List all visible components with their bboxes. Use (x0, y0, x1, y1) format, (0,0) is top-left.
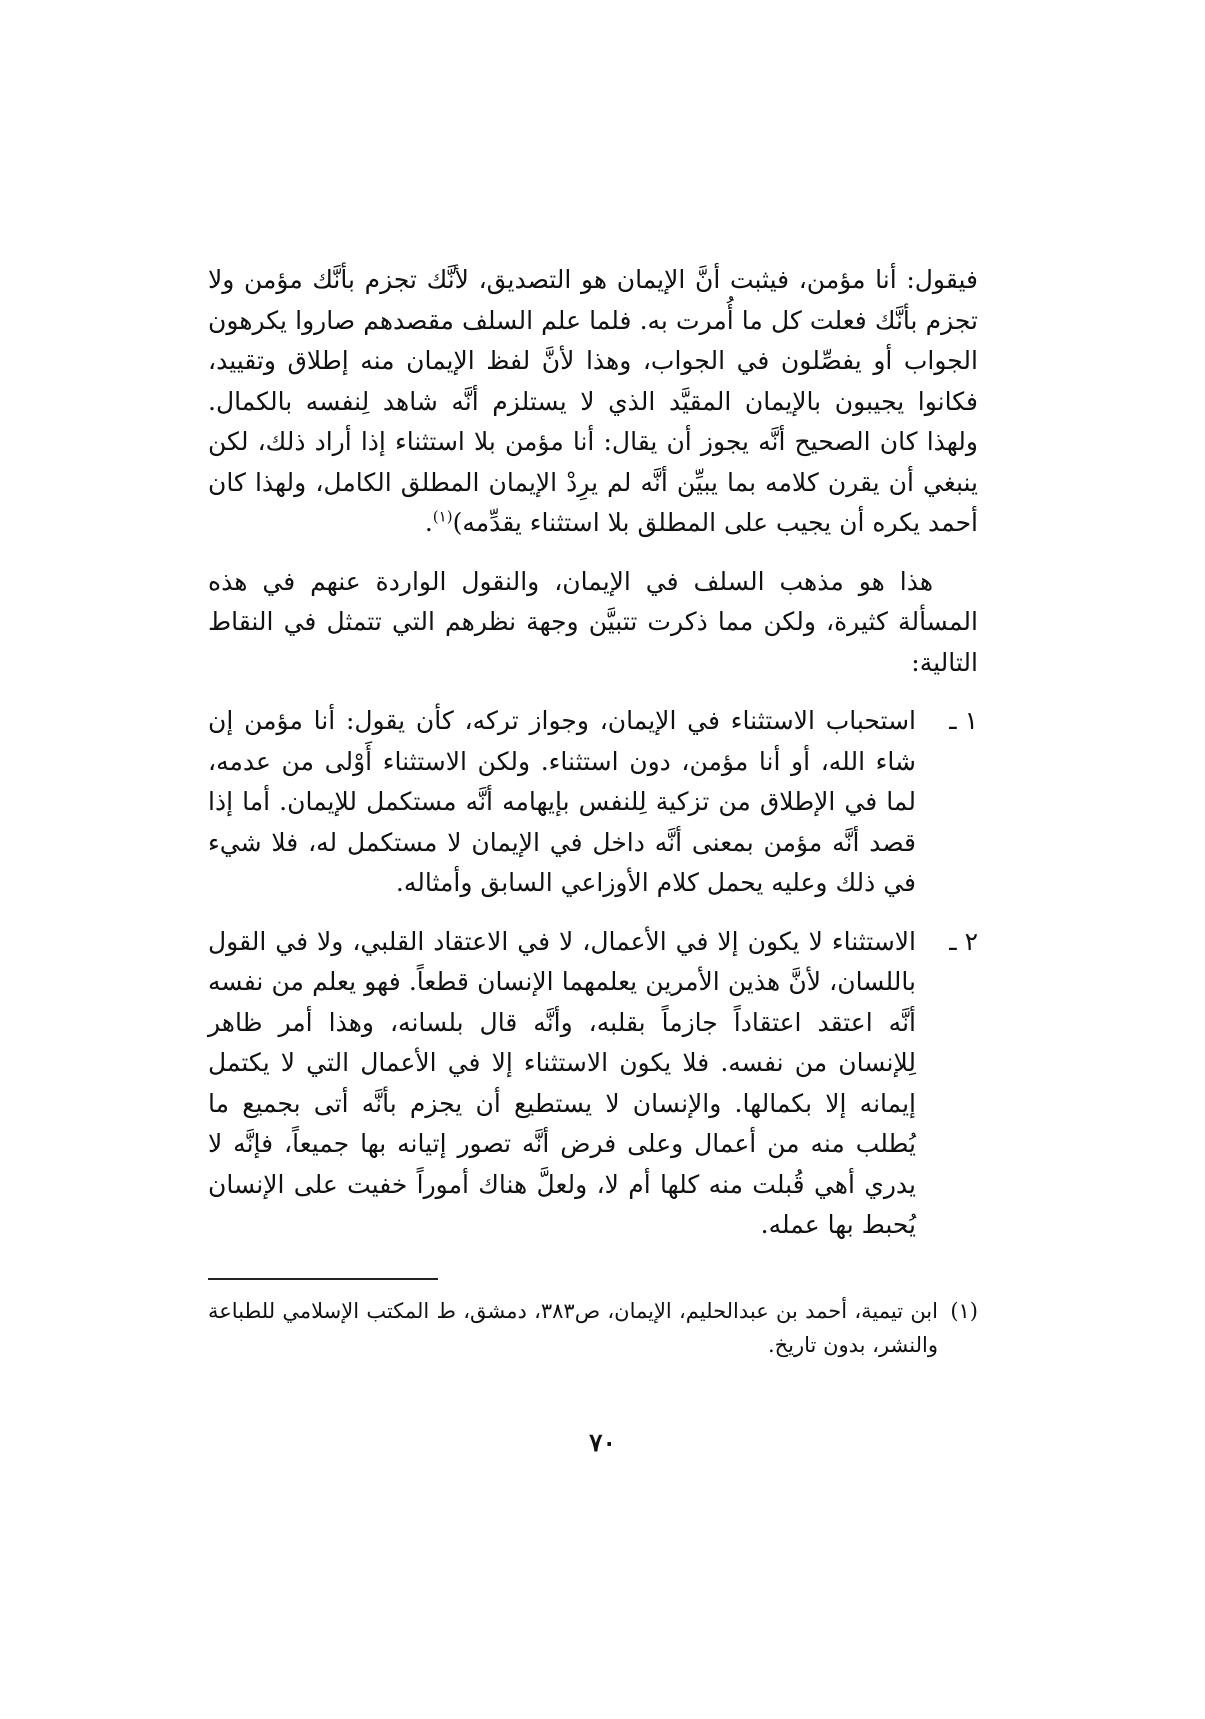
page-number: ٧٠ (589, 1428, 616, 1457)
list-item-text: استحباب الاستثناء في الإيمان، وجواز تركه، كأن يقول: أنا مؤمن إن شاء الله، أو أنا مؤمن، دون استثناء. ولكن الاستثناء أَوْلى من عدمه، لما في الإطلاق من تزكية لِلنفس بإيهامه أنَّه مستكمل للإيمان. أما إذا قصد أنَّه مؤمن بمعنى أنَّه داخل في الإيمان لا مستكمل له، فلا شيء في ذلك وعليه يحمل كلام الأوزاعي السابق وأمثاله. (208, 706, 916, 897)
footnote-divider (208, 1278, 438, 1280)
body-paragraph-1 (208, 260, 978, 544)
footnote-text: ابن تيمية، أحمد بن عبدالحليم، الإيمان، ص٣٨٣، دمشق، ط المكتب الإسلامي للطباعة والنشر، بدون تاريخ. (208, 1298, 938, 1357)
footnote (208, 1294, 978, 1362)
points-list (208, 701, 978, 1246)
list-item (208, 701, 978, 904)
paragraph-1-text: فيقول: أنا مؤمن، فيثبت أنَّ الإيمان هو التصديق، لأنَّك تجزم بأنَّك مؤمن ولا تجزم بأنَّك فعلت كل ما أُمرت به. فلما علم السلف مقصدهم صاروا يكرهون الجواب أو يفصِّلون في الجواب، وهذا لأنَّ لفظ الإيمان منه إطلاق وتقييد، فكانوا يجيبون بالإيمان المقيَّد الذي لا يستلزم أنَّه شاهد لِنفسه بالكمال. ولهذا كان الصحيح أنَّه يجوز أن يقال: أنا مؤمن بلا استثناء إذا أراد ذلك، لكن ينبغي أن يقرن كلامه بما يبيِّن أنَّه لم يرِدْ الإيمان المطلق الكامل، ولهذا كان أحمد يكره أن يجيب على المطلق بلا استثناء يقدِّمه) (208, 265, 978, 537)
body-paragraph-2: هذا هو مذهب السلف في الإيمان، والنقول الواردة عنهم في هذه المسألة كثيرة، ولكن مما ذكرت تتبيَّن وجهة نظرهم التي تتمثل في النقاط التالية: (208, 566, 978, 677)
paragraph-1-end: . (424, 508, 433, 537)
list-item-number: ١ ـ (949, 706, 978, 735)
page-content (208, 260, 978, 1362)
footnote-reference[interactable]: (١) (432, 507, 453, 526)
footnote-mark: (١) (950, 1298, 978, 1323)
list-item-text: الاستثناء لا يكون إلا في الأعمال، لا في الاعتقاد القلبي، ولا في القول باللسان، لأنَّ هذين الأمرين يعلمهما الإنسان قطعاً. فهو يعلم من نفسه أنَّه اعتقد اعتقاداً جازماً بقلبه، وأنَّه قال بلسانه، وهذا أمر ظاهر لِلإنسان من نفسه. فلا يكون الاستثناء إلا في الأعمال التي لا يكتمل إيمانه إلا بكمالها. والإنسان لا يستطيع أن يجزم بأنَّه أتى بجميع ما يُطلب منه من أعمال وعلى فرض أنَّه تصور إتيانه بها جميعاً، فإنَّه لا يدري أهي قُبلت منه كلها أم لا، ولعلَّ هناك أموراً خفيت على الإنسان يُحبط بها عمله. (208, 926, 916, 1239)
list-item-number: ٢ ـ (949, 926, 978, 956)
list-item (208, 922, 978, 1246)
